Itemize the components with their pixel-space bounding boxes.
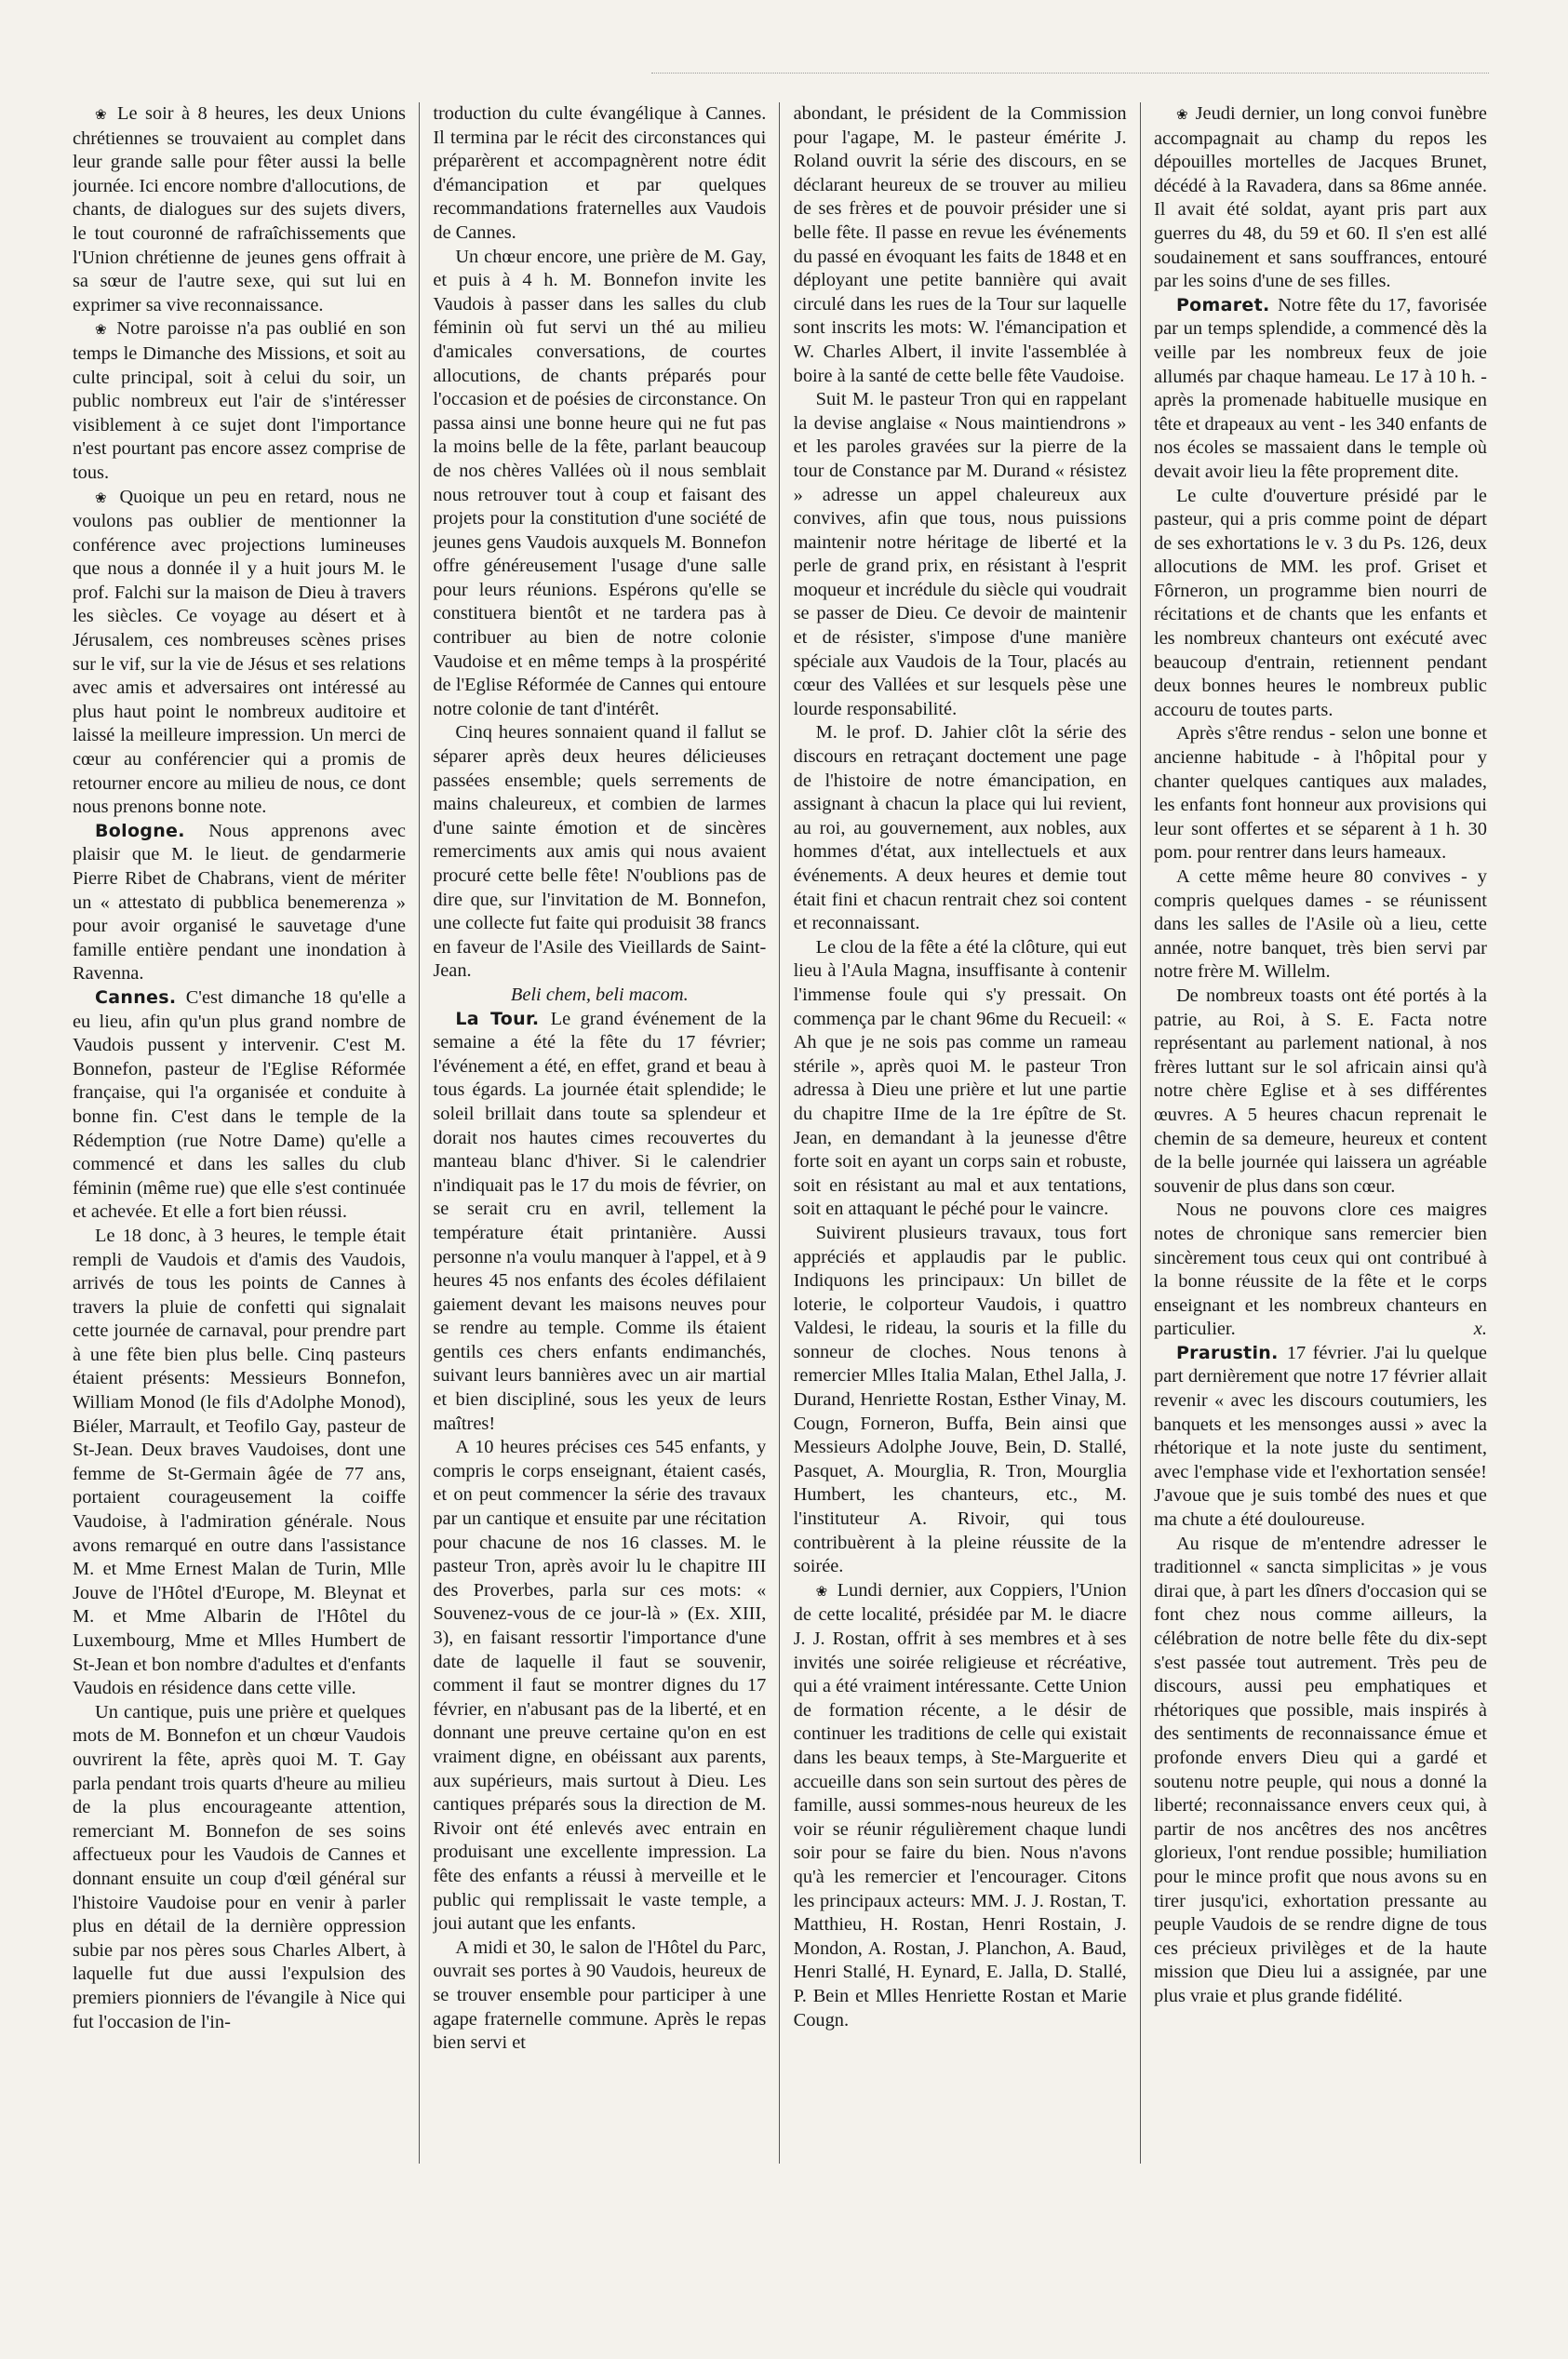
column-4 — [1154, 102, 1487, 2164]
paragraph — [794, 1579, 1127, 2032]
paragraph-text: Le soir à 8 heures, les deux Unions chrétiennes se trouvaient au complet dans leur grande salle pour fêter aussi la belle journée. Ici encore nombre d'allocutions, de chants, de dialogues sur des sujets divers, le tout couronné de rafraîchissements que l'Union chrétienne de jeunes gens offrait à sa sœur de l'autre sexe, qui sut lui en exprimer sa vive reconnaissance. — [73, 103, 406, 315]
paragraph-text: Cinq heures sonnaient quand il fallut se séparer après deux heures délicieuses passées ensemble; quels serrements de mains chaleureux, et combien de larmes d'une sainte émotion et de sincères remerciments aux amis qui nous avaient procuré cette belle fête! N'oublions pas de dire que, sur l'invitation de M. Bonnefon, une collecte fut faite qui produisit 38 francs en faveur de l'Asile des Vieillards de Saint-Jean. — [433, 722, 767, 982]
paragraph — [1154, 865, 1487, 985]
paragraph-text: M. le prof. D. Jahier clôt la série des discours en retraçant doctement une page de l'histoire de notre émancipation, en assignant à chacun la place qui lui revient, au roi, au gouvernement, aux nobles, aux hommes d'état, aux intellectuels et aux événements. A deux heures et demie tout était fini et chacun rentrait chez soi content et reconnaissant. — [793, 722, 1127, 934]
section-mark-icon: ❀ — [95, 489, 120, 506]
paragraph — [433, 102, 766, 246]
column-rule — [419, 102, 420, 2164]
column-rule — [779, 102, 780, 2164]
paragraph-text: Le 18 donc, à 3 heures, le temple était rempli de Vaudois et d'amis des Vaudois, arrivés de tous les points de Cannes à travers la pluie de confetti qui signalait cette journée de carnaval, pour prendre part à une fête bien plus belle. Cinq pasteurs étaient présents: Messieurs Bonnefon, William Monod (le fils d'Adolphe Monod), Biéler, Marrault, et Teofilo Gay, pasteur de St-Jean. Deux braves Vaudoises, dont une femme de St-Germain âgée de 77 ans, portaient courageusement la coiffe Vaudoise, à l'admiration générale. Nous avons remarqué en outre dans l'assistance M. et Mme Ernest Malan de Turin, Mlle Jouve de l'Hôtel d'Europe, M. Bleynat et M. et Mme Albarin de l'Hôtel du Luxembourg, Mme et Mlles Humbert de St-Jean et bon nombre d'adultes et d'enfants Vaudois en résidence dans cette ville. — [73, 1225, 406, 1699]
paragraph-text: A cette même heure 80 convives - y compris quelques dames - se réunissent dans les salles de l'Asile où a lieu, cette année, notre banquet, très bien servi par notre frère M. Willelm. — [1153, 866, 1487, 983]
paragraph-text: Le clou de la fête a été la clôture, qui eut lieu à l'Aula Magna, insuffisante à contenir l'immense foule qui s'y pressait. On commença par le chant 96me du Recueil: « Ah que je ne sois pas comme un rameau stérile », après quoi M. le pasteur Tron adressa à Dieu une prière et lut une partie du chapitre IIme de la 1re épître de St. Jean, en demandant à la jeunesse d'être forte soit en ayant un corps sain et robuste, soit en résistant au mal et aux tentations, soit en attaquant le péché pour le vaincre. — [793, 936, 1127, 1220]
paragraph — [73, 986, 406, 1225]
paragraph-text: C'est dimanche 18 qu'elle a eu lieu, afin qu'un plus grand nombre de Vaudois pussent y intervenir. C'est M. Bonnefon, pasteur de l'Eglise Réformée française, qui l'a organisée et conduite à bonne fin. C'est dans le temple de la Rédemption (rue Notre Dame) qu'elle a commencé et dans les salles du club féminin (même rue) que elle s'est continuée et achevée. Et elle a fort bien réussi. — [73, 986, 406, 1223]
paragraph — [73, 1225, 406, 1701]
paragraph-text: De nombreux toasts ont été portés à la patrie, au Roi, à S. E. Facta notre représentant au parlement national, à nos frères luttant sur le sol africain ainsi qu'à notre chère Eglise et à ses différentes œuvres. A 5 heures chacun reprenait le chemin de sa demeure, heureux et content de la belle journée qui laissera un agréable souvenir de plus dans son cœur. — [1153, 985, 1487, 1197]
paragraph-text: Un cantique, puis une prière et quelques mots de M. Bonnefon et un chœur Vaudois ouvrirent la fête, après quoi M. T. Gay parla pendant trois quarts d'heure au milieu de la plus encourageante attention, remerciant M. Bonnefon de ses soins affectueux pour les Vaudois de Cannes et donnant ensuite un coup d'œil général sur l'histoire Vaudoise pour en venir à parler plus en détail de la dernière oppression subie par nos pères sous Charles Albert, à laquelle fut due aussi l'expulsion des premiers pionniers de l'évangile à Nice qui fut l'occasion de l'in- — [73, 1701, 406, 2032]
columns — [73, 102, 1487, 2164]
column-rule — [1140, 102, 1141, 2164]
place-heading: Cannes. — [95, 986, 186, 1008]
paragraph — [1154, 102, 1487, 294]
paragraph-text: A 10 heures précises ces 545 enfants, y compris le corps enseignant, étaient casés, et on peut commencer la série des travaux par un cantique et ensuite par une récitation pour chacune de nos 16 classes. M. le pasteur Tron, après avoir lu le chapitre III des Proverbes, parla sur ces mots: « Souvenez-vous de ce jour-là » (Ex. XIII, 3), en faisant ressortir l'importance d'une date de laquelle il faut se souvenir, comment il faut se montrer dignes du 17 février, en n'abusant pas de la liberté, et en donnant une preuve certaine qu'on en est vraiment digne, en obéissant aux parents, aux supérieurs, mais surtout à Dieu. Les cantiques préparés sous la direction de M. Rivoir ont été enlevés avec entrain en produisant une excellente impression. La fête des enfants a réussi à merveille et le public qui remplissait le vaste temple, a joui autant que les enfants. — [433, 1437, 767, 1935]
paragraph-text: Beli chem, beli macom. — [510, 984, 689, 1005]
paragraph-text: abondant, le président de la Commission pour l'agape, M. le pasteur émérite J. Roland ouvrit la série des discours, en se déclarant heureux de se trouver au milieu de ses frères et de pouvoir présider une si belle fête. Il passe en revue les événements du passé en évoquant les faits de 1848 et en déployant une petite bannière qui avait circulé dans les rues de la Tour sur laquelle sont inscrits les mots: W. l'émancipation et W. Charles Albert, il invite l'assemblée à boire à la santé de cette belle fête Vaudoise. — [793, 103, 1127, 386]
paragraph — [1154, 1533, 1487, 2009]
paragraph-text: Suit M. le pasteur Tron qui en rappelant la devise anglaise « Nous maintiendrons » et les paroles gravées sur la pierre de la tour de Constance par M. Durand « résistez » adresse un appel chaleureux aux convives, afin que tous, nous puissions maintenir notre héritage de liberté et la perle de grand prix, en résistant à l'esprit moqueur et incrédule du siècle qui voudrait se passer de Dieu. Ce devoir de maintenir et de résister, s'impose d'une manière spéciale aux Vaudois de la Tour, placés au cœur des Vallées et sur lesquels pèse une lourde responsabilité. — [793, 389, 1127, 719]
paragraph-text: Lundi dernier, aux Coppiers, l'Union de cette localité, présidée par M. le diacre J. J. Rostan, offrit à ses membres et à ses invités une soirée religieuse et récréative, qui a été vraiment intéressante. Cette Union de formation récente, a le désir de continuer les traditions de celle qui existait dans les beaux temps, à Ste-Marguerite et accueille dans son sein surtout des pères de famille, aussi sommes-nous heureux de les voir se réunir régulièrement chaque lundi soir pour se faire du bien. Nous n'avons qu'à les remercier et l'encourager. Citons les principaux acteurs: MM. J. J. Rostan, T. Matthieu, H. Rostan, Henri Rostain, J. Mondon, A. Rostan, J. Planchon, A. Baud, Henri Stallé, H. Eynard, E. Jalla, D. Stallé, P. Bein et Mlles Henriette Rostan et Marie Cougn. — [793, 1579, 1127, 2031]
paragraph — [1154, 722, 1487, 865]
paragraph — [433, 1937, 766, 2056]
paragraph — [433, 721, 766, 984]
section-mark-icon: ❀ — [95, 106, 118, 123]
column-3 — [794, 102, 1127, 2164]
paragraph-text: Après s'être rendus - selon une bonne et ancienne habitude - à l'hôpital pour y chanter quelques cantiques aux malades, les enfants font honneur aux provisions qui leur sont offertes et se séparent à 1 h. 30 pom. pour rentrer dans leurs hameaux. — [1153, 723, 1487, 864]
column-1 — [73, 102, 406, 2164]
paragraph — [73, 820, 406, 986]
paragraph — [433, 1008, 766, 1437]
paragraph — [794, 936, 1127, 1222]
column-2 — [433, 102, 766, 2164]
paragraph-text: Nous ne pouvons clore ces maigres notes de chronique sans remercier bien sincèrement tous ceux qui ont contribué à la bonne réussite de la fête et le corps enseignant et les nombreux chanteurs en particulier. — [1153, 1200, 1487, 1340]
paragraph-text: troduction du culte évangélique à Cannes. Il termina par le récit des circonstances qui préparèrent et accompagnèrent notre édit d'émancipation et par quelques recommandations fraternelles aux Vaudois de Cannes. — [433, 103, 767, 243]
section-mark-icon: ❀ — [815, 1582, 838, 1600]
section-mark-icon: ❀ — [95, 321, 117, 339]
paragraph — [73, 102, 406, 317]
paragraph-text: A midi et 30, le salon de l'Hôtel du Parc, ouvrait ses portes à 90 Vaudois, heureux de se trouver ensemble pour participer à une agape fraternelle commune. Après le repas bien servi et — [433, 1937, 767, 2054]
paragraph — [794, 102, 1127, 388]
paragraph — [794, 388, 1127, 721]
paragraph — [433, 1436, 766, 1936]
paragraph — [73, 486, 406, 820]
paragraph-text: Un chœur encore, une prière de M. Gay, et puis à 4 h. M. Bonnefon invite les Vaudois à passer dans les salles du club féminin où fut servi un thé au milieu d'amicales conversations, de courtes allocutions, de chants préparés pour l'occasion et de poésies de circonstance. On passa ainsi une bonne heure qui ne fut pas la moins belle de la fête, parlant beaucoup de nos chères Vallées où il nous semblait nous retrouver tout à coup et faisant des projets pour la constitution d'une société de jeunes gens Vaudois auxquels M. Bonnefon offre généreusement l'usage d'une salle pour leurs réunions. Espérons qu'elle se constituera bientôt et ne tardera pas à contribuer au bien de notre colonie Vaudoise et en même temps à la prospérité de l'Eglise Réformée de Cannes qui entoure notre colonie de tant d'intérêt. — [433, 246, 767, 719]
paragraph-text: Quoique un peu en retard, nous ne voulons pas oublier de mentionner la conférence avec projections lumineuses que nous a donnée il y a huit jours M. le prof. Falchi sur la maison de Dieu à travers les siècles. Ce voyage au désert et à Jérusalem, ces nombreuses scènes prises sur le vif, sur la vie de Jésus et ses relations avec amis et adversaires ont intéressé au plus haut point le nombreux auditoire et laissé la meilleure impression. Un merci de cœur au conférencier qui a promis de retourner encore au milieu de nous, ce dont nous prenons bonne note. — [73, 486, 406, 818]
paragraph-text: Suivirent plusieurs travaux, tous fort appréciés et applaudis par le public. Indiquons les principaux: Un billet de loterie, le colporteur Vaudois, i quattro Valdesi, le rideau, la souris et la fille du sonneur de cloches. Nous tenons à remercier Mlles Italia Malan, Ethel Jalla, J. Durand, Henriette Rostan, Esther Vinay, M. Cougn, Forneron, Buffa, Bein ainsi que Messieurs Adolphe Jouve, Bein, D. Stallé, Pasquet, A. Mourglia, R. Tron, Mourglia Humbert, les chanteurs, etc., M. l'instituteur A. Rivoir, qui tous contribuèrent à la pleine réussite de la soirée. — [793, 1222, 1127, 1577]
paragraph-text: Au risque de m'entendre adresser le traditionnel « sancta simplicitas » je vous dirai que, à part les dîners d'occasion qui se font chez nous comme ailleurs, la célébration de notre belle fête du dix-sept s'est passée tout autrement. Très peu de discours, aussi peu emphatiques et rhétoriques que possible, mais inspirés à des sentiments de reconnaissance émue et profonde envers Dieu qui a gardé et soutenu notre peuple, qui nous a donné la liberté; reconnaissance envers ceux qui, à partir de nos ancêtres des nos ancêtres glorieux, l'ont rendue possible; humiliation pour le mince profit que nous avons su en tirer jusqu'ici, exhortation pressante au peuple Vaudois de se rendre digne de tous ces précieux privilèges et de la haute mission que Dieu lui a assignée, par une plus vraie et plus grande fidélité. — [1153, 1533, 1487, 2006]
paragraph-text: Nous apprenons avec plaisir que M. le lieut. de gendarmerie Pierre Ribet de Chabrans, vient de mériter un « attestato di pubblica benemerenza » pour avoir organisé le sauvetage d'une famille entière pendant une inondation à Ravenna. — [73, 820, 406, 985]
paragraph-text: Le grand événement de la semaine a été la fête du 17 février; l'événement a été, en effet, grand et beau à tous égards. La journée était splendide; le soleil brillait dans toute sa splendeur et dorait nos hautes cimes recouvertes du manteau blanc d'hiver. Si le calendrier n'indiquait pas le 17 du mois de février, on se serait cru en avril, tellement la température était printanière. Aussi personne n'a voulu manquer à l'appel, et à 9 heures 45 nos enfants des écoles défilaient gaiement devant les maisons neuves pour se rendre au temple. Comme ils étaient gentils ces chers enfants endimanchés, suivant leurs bannières avec un air martial et bien discipliné, sous les yeux de leurs maîtres! — [433, 1008, 767, 1434]
paragraph — [433, 246, 766, 722]
top-edge-strip — [651, 73, 1489, 79]
place-heading: Bologne. — [95, 820, 209, 841]
place-heading: La Tour. — [455, 1008, 551, 1029]
section-mark-icon: ❀ — [1175, 106, 1196, 123]
paragraph-text: 17 février. J'ai lu quelque part dernièrement que notre 17 février allait revenir « avec les discours coutumiers, les banquets et les mensonges aussi » avec la rhétorique et la note juste du sentiment, avec l'emphase vide et l'exhortation sensée! J'avoue que je suis tombé des nues et que ma chute a été douloureuse. — [1153, 1342, 1487, 1531]
paragraph — [794, 721, 1127, 935]
paragraph — [1154, 1199, 1487, 1342]
paragraph-text: Notre fête du 17, favorisée par un temps splendide, a commencé dès la veille par les nombreux feux de joie allumés par chaque hameau. Le 17 à 10 h. - après la promenade habituelle musique en tête et drapeaux au vent - les 340 enfants de nos écoles se massaient dans le temple où devait avoir lieu la fête proprement dite. — [1153, 294, 1487, 482]
paragraph — [1154, 1342, 1487, 1533]
paragraph — [794, 1222, 1127, 1579]
paragraph — [1154, 485, 1487, 723]
place-heading: Pomaret. — [1175, 294, 1279, 315]
paragraph — [433, 984, 766, 1008]
paragraph-text: Jeudi dernier, un long convoi funèbre accompagnait au champ du repos les dépouilles mortelles de Jacques Brunet, décédé à la Ravadera, dans sa 86me année. Il avait été soldat, ayant pris part aux guerres du 48, du 59 et 60. Il s'en est allé soudainement et sans souffrances, entouré par les soins d'une de ses filles. — [1153, 103, 1487, 292]
paragraph-text: Notre paroisse n'a pas oublié en son temps le Dimanche des Missions, et soit au culte principal, soit à celui du soir, un public nombreux eut l'air de s'intéresser visiblement à ce sujet dont l'importance n'est pourtant pas encore assez comprise de tous. — [73, 318, 406, 483]
paragraph — [73, 317, 406, 485]
paragraph — [73, 1701, 406, 2034]
paragraph — [1154, 294, 1487, 485]
signature: x. — [1473, 1319, 1487, 1340]
paragraph-text: Le culte d'ouverture présidé par le pasteur, qui a pris comme point de départ de ses exhortations le v. 3 du Ps. 126, deux allocutions de MM. les prof. Griset et Fôrneron, un programme bien nourri de récitations et de chants que les enfants et les nombreux chanteurs ont exécuté avec beaucoup d'entrain, retiennent pendant deux bonnes heures le nombreux public accouru de toutes parts. — [1153, 485, 1487, 720]
paragraph — [1154, 985, 1487, 1199]
place-heading: Prarustin. — [1175, 1342, 1287, 1363]
